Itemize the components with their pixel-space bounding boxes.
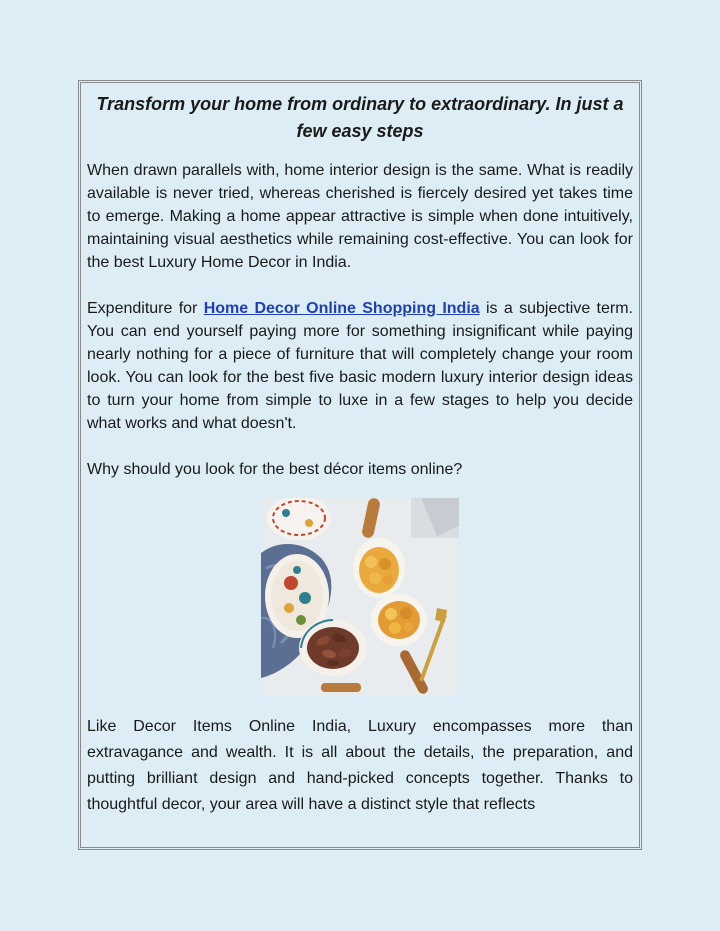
document-page [78, 80, 642, 850]
document-title: Transform your home from ordinary to extraordinary. In just a few easy steps [96, 94, 624, 141]
document-content [87, 83, 633, 847]
paragraph-expenditure-lead: Expenditure for [87, 300, 204, 317]
home-decor-link[interactable]: Home Decor Online Shopping India [203, 300, 480, 317]
paragraph-expenditure-body: is a subjective term. You can end yourself paying more for something insignificant while paying nearly nothing for a piece of furniture that will completely change your room look. You can look for the best five basic modern luxury interior design ideas to turn your home from simple to luxe in a few stages to help you decide what works and what doesn't. [87, 300, 633, 432]
paragraph-expenditure [87, 297, 633, 435]
paragraph-intro: When drawn parallels with, home interior design is the same. What is readily available is never tried, whereas cherished is fiercely desired yet takes time to emerge. Making a home appear attractive is simple when done intuitively, maintaining visual aesthetics while remaining cost-effective. You can look for the best Luxury Home Decor in India. [87, 162, 633, 271]
paragraph-luxury: Like Decor Items Online India, Luxury encompasses more than extravagance and wealth. It is all about the details, the preparation, and putting brilliant design and hand-picked concepts together. Thanks to thoughtful decor, your area will have a distinct style that reflects [87, 718, 633, 813]
decor-plates-photo [261, 498, 459, 696]
paragraph-question: Why should you look for the best décor items online? [87, 461, 463, 478]
